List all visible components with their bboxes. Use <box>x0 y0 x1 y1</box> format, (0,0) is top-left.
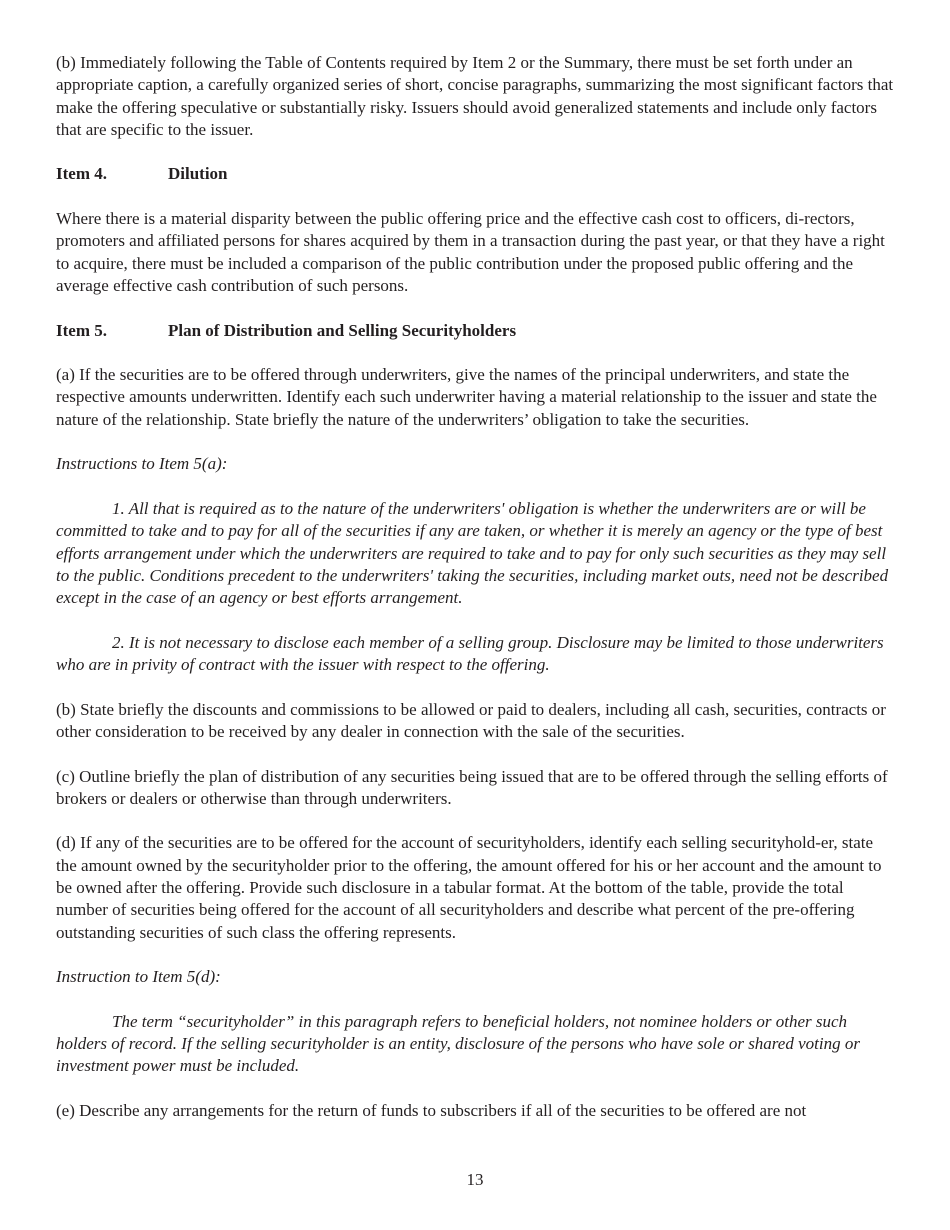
item5-title: Plan of Distribution and Selling Securityholders <box>168 320 517 340</box>
item5c-paragraph: (c) Outline briefly the plan of distribution of any securities being issued that are to be offered through the selling efforts of brokers or dealers or otherwise than through underwriters. <box>56 766 888 808</box>
item4-body: Where there is a material disparity between the public offering price and the effective cash cost to officers, di-rectors, promoters and affiliated persons for shares acquired by them in a transaction during the past year, or that they have a right to acquire, there must be included a comparison of the public contribution under the proposed public offering and the average effective cash contribution of such persons. <box>56 209 885 295</box>
instruction-5d-body: The term “securityholder” in this paragraph refers to beneficial holders, not nominee holders or other such holders of record. If the selling securityholder is an entity, disclosure of the persons who have sole or shared voting or investment power must be included. <box>56 1011 860 1076</box>
item5e-paragraph: (e) Describe any arrangements for the return of funds to subscribers if all of the securities to be offered are not <box>56 1100 807 1120</box>
item5b-paragraph: (b) State briefly the discounts and commissions to be allowed or paid to dealers, including all cash, securities, contracts or other consideration to be received by any dealer in connection with the sale of the securities. <box>56 699 886 741</box>
page-number: 13 <box>466 1170 484 1189</box>
item4-title: Dilution <box>168 164 228 184</box>
item5a-paragraph: (a) If the securities are to be offered through underwriters, give the names of the principal underwriters, and state the respective amounts underwritten. Identify each such underwriter having a material relationship to the issuer and state the nature of the relationship. State briefly the nature of the underwriters’ obligation to take the securities. <box>56 365 877 429</box>
item5d-paragraph: (d) If any of the securities are to be offered for the account of securityholders, identify each selling securityhold-er, state the amount owned by the securityholder prior to the offering, the amount offered for his or her account and the amount to be owned after the offering. Provide such disclosure in a tabular format. At the bottom of the table, provide the total number of securities being offered for the account of all securityholders and describe what percent of the pre-offering outstanding securities of such class the offering represents. <box>56 833 882 942</box>
instruction-1: 1. All that is required as to the nature of the underwriters' obligation is whether the underwriters are or will be committed to take and to pay for all of the securities if any are taken, or whether it is merely an agency or the type of best efforts arrangement under which the underwriters are required to take and to pay for only such securities as they may sell to the public. Conditions precedent to the underwriters' taking the securities, including market outs, need not be described except in the case of an agency or best efforts arrangement. <box>56 498 889 608</box>
item5-heading <box>56 320 896 342</box>
instruction-2: 2. It is not necessary to disclose each member of a selling group. Disclosure may be limited to those underwriters who are in privity of contract with the issuer with respect to the offering. <box>56 632 884 675</box>
instructions-5a-title: Instructions to Item 5(a): <box>56 454 228 474</box>
item5-number: Item 5. <box>56 320 107 340</box>
item4-number: Item 4. <box>56 164 107 184</box>
item3b-paragraph: (b) Immediately following the Table of Contents required by Item 2 or the Summary, there must be set forth under an appropriate caption, a carefully organized series of short, concise paragraphs, summarizing the most significant factors that make the offering speculative or substantially risky. Issuers should avoid generalized statements and include only factors that are specific to the issuer. <box>56 53 894 139</box>
item4-heading <box>56 163 896 185</box>
page-body <box>56 52 896 1145</box>
instruction-5d-title: Instruction to Item 5(d): <box>56 967 221 987</box>
